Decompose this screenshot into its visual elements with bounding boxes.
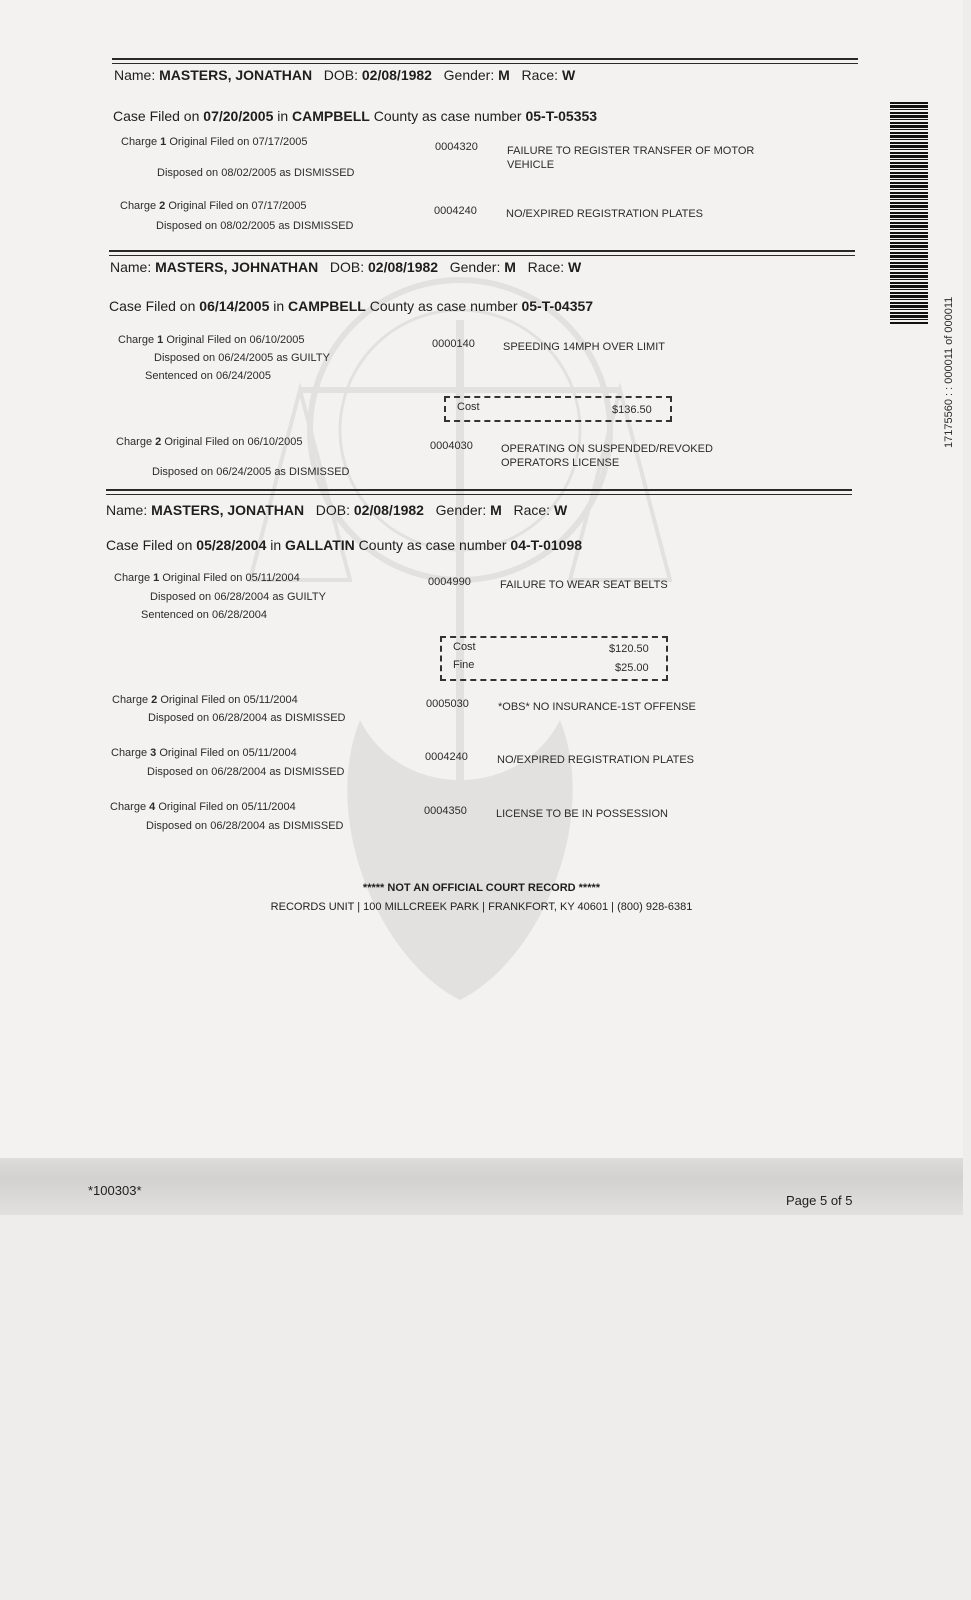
charge-code: 0004030 — [430, 440, 473, 452]
charge-original-date: Original Filed on 07/17/2005 — [169, 136, 308, 148]
charge-disposed: Disposed on 06/28/2004 as DISMISSED — [147, 766, 345, 778]
charge-disposed: Disposed on 06/24/2005 as DISMISSED — [152, 466, 350, 478]
case-date: 07/20/2005 — [203, 108, 274, 124]
charge-description: NO/EXPIRED REGISTRATION PLATES — [497, 754, 695, 766]
race: W — [561, 67, 576, 83]
dob: 02/08/1982 — [353, 502, 424, 518]
charge-code: 0004240 — [434, 205, 477, 217]
case-in: in — [273, 298, 285, 314]
charge-number: 4 — [149, 801, 156, 813]
charge-number: 2 — [151, 694, 158, 706]
name-label: Name: — [106, 502, 148, 518]
charge-original-date: Original Filed on 05/11/2004 — [162, 572, 300, 584]
gender: M — [504, 259, 516, 275]
fee-amount: $136.50 — [612, 404, 652, 416]
case-county-suffix: County as case number — [358, 537, 507, 553]
case-date: 05/28/2004 — [196, 537, 267, 553]
charge-original-date: Original Filed on 06/10/2005 — [166, 334, 305, 346]
fee-amount: $25.00 — [615, 662, 649, 674]
charge-disposed: Disposed on 06/28/2004 as DISMISSED — [146, 820, 344, 832]
case-number: 04-T-01098 — [510, 537, 583, 553]
charge-code: 0004990 — [428, 576, 471, 588]
barcode-number: 17175560 : : 000011 of 000011 — [943, 296, 955, 448]
charge-sentenced: Sentenced on 06/28/2004 — [141, 609, 268, 621]
page-number: Page 5 of 5 — [786, 1193, 853, 1208]
case-prefix: Case Filed on — [109, 298, 196, 314]
record-separator — [112, 58, 858, 60]
charge-number: 2 — [159, 200, 166, 212]
charge-code: 0004240 — [425, 751, 468, 763]
dob: 02/08/1982 — [361, 67, 432, 83]
charge-description: FAILURE TO REGISTER TRANSFER OF MOTOR VEHICLE — [507, 145, 755, 171]
document-id: *100303* — [88, 1183, 142, 1198]
defendant-name-line — [110, 259, 581, 275]
defendant-name: MASTERS, JOHNATHAN — [155, 259, 319, 275]
gender-label: Gender: — [443, 67, 495, 83]
record-separator — [109, 255, 855, 256]
charge-disposed: Disposed on 08/02/2005 as DISMISSED — [157, 167, 355, 179]
record-separator — [106, 494, 852, 495]
charge-original — [116, 436, 303, 448]
race: W — [568, 259, 582, 275]
case-number: 05-T-04357 — [521, 298, 594, 314]
charge-description: FAILURE TO WEAR SEAT BELTS — [500, 579, 668, 591]
records-unit-address: RECORDS UNIT | 100 MILLCREEK PARK | FRANKFORT, KY 40601 | (800) 928-6381 — [270, 901, 693, 913]
charge-description: SPEEDING 14MPH OVER LIMIT — [503, 341, 665, 353]
record-separator — [112, 63, 858, 64]
charge-label: Charge — [112, 694, 149, 706]
barcode-icon — [890, 102, 928, 324]
charge-original — [121, 136, 308, 148]
charge-code: 0005030 — [426, 698, 469, 710]
defendant-name-line — [106, 502, 567, 518]
case-county: CAMPBELL — [288, 298, 366, 314]
defendant-name-line — [114, 67, 575, 83]
case-county: GALLATIN — [285, 537, 355, 553]
charge-label: Charge — [121, 136, 158, 148]
case-county-suffix: County as case number — [369, 298, 518, 314]
charge-description: LICENSE TO BE IN POSSESSION — [496, 808, 668, 820]
charge-label: Charge — [110, 801, 147, 813]
charge-code: 0000140 — [432, 338, 475, 350]
defendant-name: MASTERS, JONATHAN — [151, 502, 305, 518]
charge-original — [111, 747, 297, 759]
charge-description: OPERATING ON SUSPENDED/REVOKED OPERATORS LICENSE — [501, 443, 713, 469]
name-label: Name: — [110, 259, 152, 275]
race-label: Race: — [527, 259, 565, 275]
charge-label: Charge — [116, 436, 153, 448]
charge-label: Charge — [120, 200, 157, 212]
charge-original-date: Original Filed on 06/10/2005 — [164, 436, 303, 448]
dob-label: DOB: — [323, 67, 358, 83]
charge-disposed: Disposed on 06/28/2004 as GUILTY — [150, 591, 326, 603]
charge-original-date: Original Filed on 05/11/2004 — [160, 694, 298, 706]
charge-number: 1 — [153, 572, 160, 584]
charge-description: NO/EXPIRED REGISTRATION PLATES — [506, 208, 704, 220]
charge-original — [120, 200, 307, 212]
case-date: 06/14/2005 — [199, 298, 270, 314]
race: W — [553, 502, 568, 518]
fee-label: Cost — [457, 401, 480, 413]
charge-original — [112, 694, 298, 706]
record-separator — [109, 250, 855, 252]
case-prefix: Case Filed on — [106, 537, 193, 553]
not-official-notice: ***** NOT AN OFFICIAL COURT RECORD ***** — [362, 882, 601, 894]
charge-description: *OBS* NO INSURANCE-1ST OFFENSE — [498, 701, 696, 713]
charge-number: 1 — [160, 136, 167, 148]
charge-original-date: Original Filed on 05/11/2004 — [158, 801, 296, 813]
charge-original — [110, 801, 296, 813]
charge-disposed: Disposed on 08/02/2005 as DISMISSED — [156, 220, 354, 232]
charge-original — [114, 572, 300, 584]
case-filed-line — [113, 108, 597, 124]
race-label: Race: — [513, 502, 551, 518]
race-label: Race: — [521, 67, 559, 83]
case-in: in — [277, 108, 289, 124]
charge-original-date: Original Filed on 05/11/2004 — [159, 747, 297, 759]
charge-sentenced: Sentenced on 06/24/2005 — [145, 370, 272, 382]
gender: M — [490, 502, 502, 518]
charge-disposed: Disposed on 06/24/2005 as GUILTY — [154, 352, 330, 364]
charge-original — [118, 334, 305, 346]
case-county: CAMPBELL — [292, 108, 370, 124]
charge-code: 0004350 — [424, 805, 467, 817]
charge-original-date: Original Filed on 07/17/2005 — [168, 200, 307, 212]
record-separator — [106, 489, 852, 491]
case-number: 05-T-05353 — [525, 108, 598, 124]
dob-label: DOB: — [329, 259, 365, 275]
charge-label: Charge — [118, 334, 155, 346]
charge-label: Charge — [111, 747, 148, 759]
gender: M — [498, 67, 510, 83]
case-in: in — [270, 537, 282, 553]
defendant-name: MASTERS, JONATHAN — [159, 67, 313, 83]
charge-number: 2 — [155, 436, 162, 448]
case-prefix: Case Filed on — [113, 108, 200, 124]
name-label: Name: — [114, 67, 156, 83]
fee-label: Fine — [453, 659, 475, 671]
charge-number: 3 — [150, 747, 157, 759]
case-filed-line — [106, 537, 582, 553]
charge-number: 1 — [157, 334, 164, 346]
charge-code: 0004320 — [435, 141, 478, 153]
case-county-suffix: County as case number — [373, 108, 522, 124]
dob: 02/08/1982 — [368, 259, 439, 275]
case-filed-line — [109, 298, 593, 314]
charge-label: Charge — [114, 572, 151, 584]
fee-amount: $120.50 — [609, 643, 649, 655]
fee-label: Cost — [453, 641, 476, 653]
gender-label: Gender: — [449, 259, 501, 275]
gender-label: Gender: — [435, 502, 487, 518]
dob-label: DOB: — [315, 502, 350, 518]
charge-disposed: Disposed on 06/28/2004 as DISMISSED — [148, 712, 346, 724]
